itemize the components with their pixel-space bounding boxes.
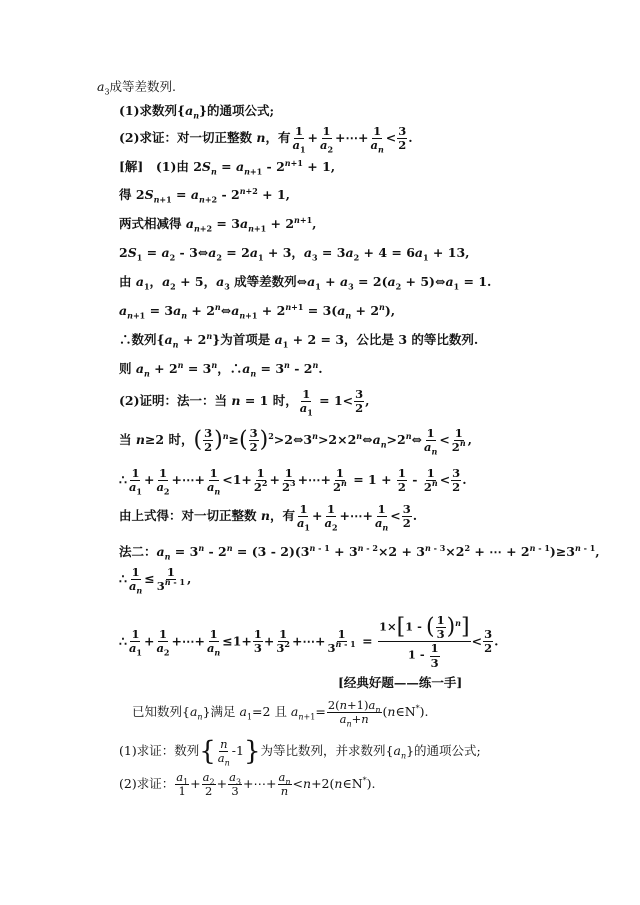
practice-problem: 已知数列$\{a_n\}$满足 $a_1=2$ 且 $a_{n+1}=$ $\frac{2(n+1)a_n}{a_n+n}$ (n∈N*). — [132, 698, 429, 729]
solution-start: [解] (1)由 $2S_n = a_{n+1} - 2^{n+1} + 1$, — [119, 157, 336, 177]
text-line-18: ∴ $\frac{1}{a_1}$ + $\frac{1}{a_2}$ +⋯+ $\frac{1}{a_n}$ ≤1+ $\frac{1}{3}$ + $\frac{1}{3^2}$ +⋯+ $\frac{1}{3^{n - 1}}$ = 1×[1 - ( $\frac{1}{3}$ )$^n$] 1 - $\frac{1}{3}$ < $\frac{3}{2}$ . — [119, 613, 499, 670]
text-line-15: 由上式得：对一切正整数 n，有 $\frac{1}{a_1}$ + $\frac{1}{a_2}$ +⋯+ $\frac{1}{a_n}$ < $\frac{3}{2}$ . — [119, 502, 418, 533]
text-line-11: 则 $a_n + 2^n = 3^n$，$\therefore a_n = 3^n - 2^n$. — [119, 359, 323, 379]
text-line-17: ∴ $\frac{1}{a_n}$ ≤ $\frac{1}{3^{n - 1}}$ , — [119, 565, 192, 596]
question-1: (1)求数列$\{a_n\}$的通项公式; — [119, 103, 275, 121]
practice-question-1: (1)求证：数列{ $\frac{n}{a_n}$ -1}为等比数列，并求数列$\{a_n\}$的通项公式; — [119, 736, 481, 768]
text-line-10: ∴数列$\{a_n + 2^n\}$为首项是 $a_1 + 2 = 3$，公比是 3 的等比数列. — [119, 330, 479, 350]
text-line-16: 法二：$a_n = 3^n - 2^n = (3 - 2)(3^{n - 1} + 3^{n - 2}\times 2 + 3^{n - 3}\times 2^2$ + ⋯ + $2^{n - 1})\ge 3^{n - 1}$, — [119, 542, 600, 562]
text-line-5: 得 $2S_{n+1} = a_{n+2} - 2^{n+2} + 1$, — [119, 185, 291, 205]
text-line-9: $a_{n+1} = 3a_n$ + $2^n\Leftrightarrow a_{n+1} + 2^{n+1} = 3(a_n + 2^n)$, — [119, 301, 396, 321]
solution-label: [解] — [119, 159, 144, 174]
text-line-12: (2)证明：法一：当 n = 1 时， $\frac{1}{a_1}$ = 1< $\frac{3}{2}$ , — [119, 387, 370, 418]
question-2: (2)求证：对一切正整数 n，有 $\frac{1}{a_1}$ + $\frac{1}{a_2}$ +⋯+ $\frac{1}{a_n}$ < $\frac{3}{2}$ . — [119, 124, 413, 155]
text-line-13: 当 n≥2 时，( $\frac{3}{2}$ )$^n$≥( $\frac{3}{2}$ )$^2>2\Leftrightarrow 3^n>2\times 2^n\Leftrightarrow a_n>2^n\Leftrightarrow$ $\frac{1}{a_n}$ < $\frac{1}{2^n}$ , — [119, 426, 472, 457]
practice-question-2: (2)求证： $\frac{a_1}{1}$ + $\frac{a_2}{2}$ + $\frac{a_3}{3}$ +⋯+ $\frac{a_n}{n}$ <n+2(n∈N*). — [119, 770, 376, 799]
method-2-label: 法二： — [119, 544, 157, 559]
text-line-1: $a_3$成等差数列. — [97, 79, 177, 97]
text-line-7: $2S_1 = a_2$ - $3\Leftrightarrow a_2 = 2a_1 + 3$，$a_3 = 3a_2 + 4 = 6a_1 + 13$, — [119, 245, 470, 263]
practice-header: [经典好题——练一手] — [338, 675, 463, 690]
method-1-label: 法一： — [177, 393, 215, 409]
text-line-8: 由 $a_1$，$a_2 + 5$，$a_3$ 成等差数列$\Leftrightarrow a_1 + a_3 = 2(a_2$ + $5)\Leftrightarrow a_1 = 1$. — [119, 274, 492, 292]
text-line-14: ∴ $\frac{1}{a_1}$ + $\frac{1}{a_2}$ +⋯+ $\frac{1}{a_n}$ <1+ $\frac{1}{2^2}$ + $\frac{1}{2^3}$ +⋯+ $\frac{1}{2^n}$ = 1 + $\frac{1}{2}$ - $\frac{1}{2^n}$ < $\frac{3}{2}$ . — [119, 466, 467, 497]
text-line-6: 两式相减得 $a_{n+2} = 3a_{n+1} + 2^{n+1}$, — [119, 214, 317, 234]
